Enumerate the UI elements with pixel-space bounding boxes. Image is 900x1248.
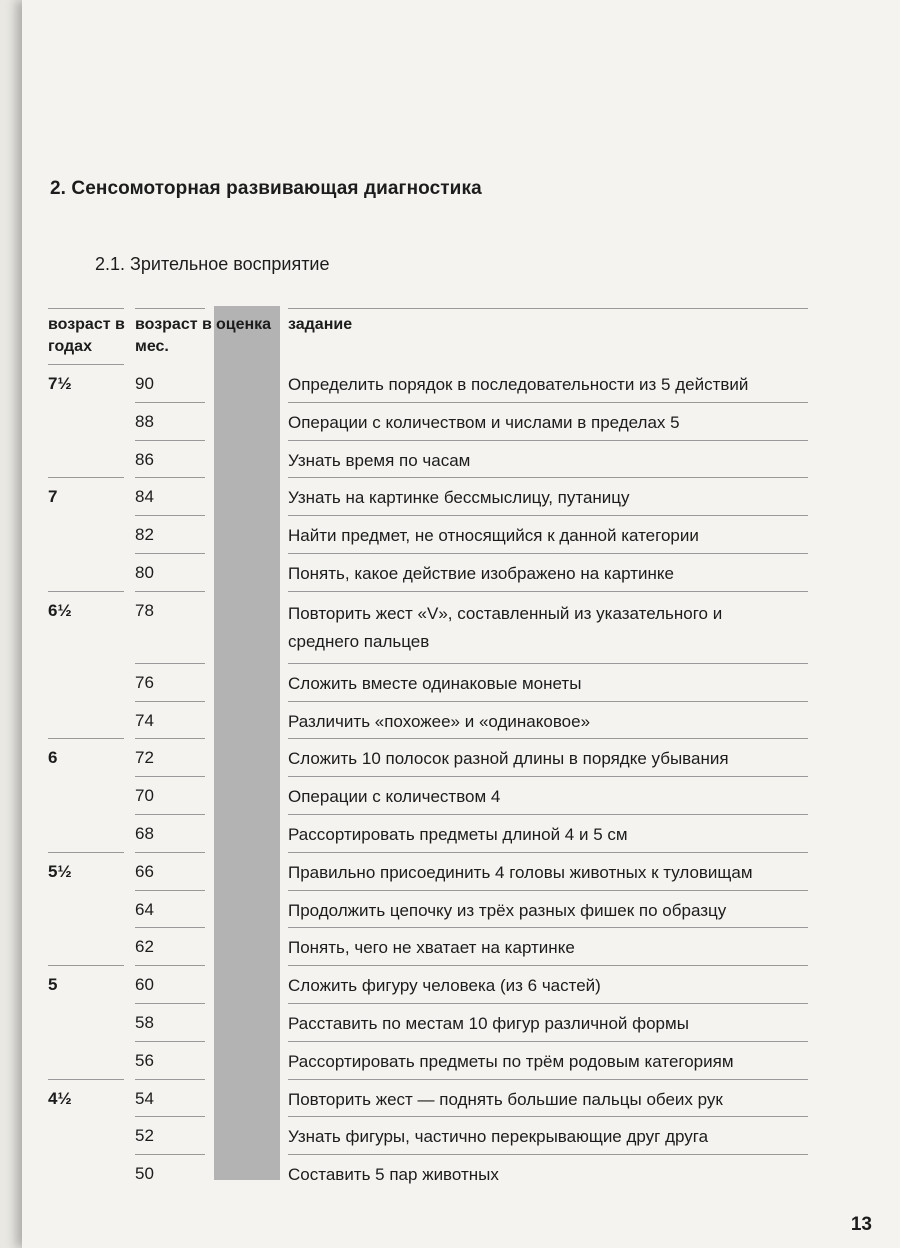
task-divider [288,1079,808,1080]
years-divider [48,591,124,592]
row-task: Операции с количеством и числами в пределах 5 [288,412,680,432]
row-task: Определить порядок в последовательности из 5 действий [288,375,749,394]
months-divider [135,776,205,777]
task-divider [288,440,808,441]
row-task: Узнать время по часам [288,450,471,470]
task-divider [288,591,808,592]
row-years: 6 [48,748,58,768]
months-divider [135,663,205,664]
row-task: Различить «похожее» и «одинаковое» [288,711,591,731]
row-years: 4½ [48,1088,72,1108]
row-task: Сложить 10 полосок разной длины в порядке убывания [288,749,729,769]
row-task: Составить 5 пар животных [288,1165,499,1185]
row-months: 78 [135,600,154,620]
row-months: 74 [135,710,154,730]
task-divider [288,553,808,554]
years-divider [48,1079,124,1080]
header-years: возраст в годах [48,316,125,355]
row-years: 5 [48,975,58,995]
row-months: 82 [135,525,154,545]
task-divider [288,477,808,478]
task-divider [288,1041,808,1042]
row-months: 70 [135,786,154,806]
months-divider [135,927,205,928]
months-divider [135,1003,205,1004]
row-months: 54 [135,1088,154,1108]
row-years: 5½ [48,861,72,881]
months-divider [135,1041,205,1042]
row-task: Сложить фигуру человека (из 6 частей) [288,976,601,996]
months-divider [135,591,205,592]
row-task: Повторить жест «V», составленный из указательного и среднего пальцев [288,603,723,651]
row-task: Сложить вместе одинаковые монеты [288,673,582,693]
row-task: Узнать на картинке бессмыслицу, путаницу [288,488,630,508]
row-months: 56 [135,1050,154,1070]
months-divider [135,890,205,891]
row-months: 84 [135,487,154,507]
row-years: 7½ [48,374,72,393]
row-task: Правильно присоединить 4 головы животных к туловищам [288,862,753,882]
years-divider [48,364,124,365]
row-task: Понять, чего не хватает на картинке [288,938,575,958]
header-months: возраст в мес. [135,316,212,355]
header-score: оценка [216,316,272,333]
row-months: 52 [135,1126,154,1146]
months-divider [135,701,205,702]
row-task: Операции с количеством 4 [288,787,501,807]
bleed-through-text [252,50,256,67]
task-divider [288,1154,808,1155]
row-months: 64 [135,899,154,919]
months-divider [135,553,205,554]
task-divider [288,701,808,702]
task-divider [288,663,808,664]
months-divider [135,477,205,478]
row-task: Узнать фигуры, частично перекрывающие друг друга [288,1127,709,1147]
row-months: 88 [135,411,154,431]
row-task: Рассортировать предметы по трём родовым категориям [288,1051,734,1071]
row-task: Понять, какое действие изображено на картинке [288,564,675,583]
months-divider [135,965,205,966]
header-divider-months [135,308,205,309]
years-divider [48,965,124,966]
months-divider [135,440,205,441]
row-years: 7 [48,487,58,507]
row-years: 6½ [48,600,72,620]
row-months: 80 [135,563,154,582]
header-task: задание [288,316,353,333]
row-task: Повторить жест — поднять большие пальцы обеих рук [288,1089,723,1109]
years-divider [48,477,124,478]
subsection-title: 2.1. Зрительное восприятие [95,254,330,274]
months-divider [135,1079,205,1080]
task-divider [288,776,808,777]
task-divider [288,852,808,853]
row-task: Продолжить цепочку из трёх разных фишек по образцу [288,900,727,920]
months-divider [135,1154,205,1155]
score-column-shading [214,306,280,1180]
task-divider [288,515,808,516]
years-divider [48,852,124,853]
months-divider [135,1116,205,1117]
row-months: 76 [135,672,154,692]
row-months: 66 [135,861,154,881]
row-months: 86 [135,449,154,469]
row-months: 60 [135,975,154,995]
row-task: Найти предмет, не относящийся к данной категории [288,526,699,546]
task-divider [288,1116,808,1117]
task-divider [288,890,808,891]
row-months: 72 [135,748,154,768]
task-divider [288,1003,808,1004]
header-divider-years [48,308,124,309]
years-divider [48,738,124,739]
task-divider [288,927,808,928]
months-divider [135,738,205,739]
page-number: 13 [850,1214,872,1235]
row-months: 62 [135,937,154,957]
row-months: 58 [135,1013,154,1032]
row-months: 68 [135,824,154,843]
months-divider [135,814,205,815]
row-task: Рассортировать предметы длиной 4 и 5 см [288,825,628,844]
task-divider [288,814,808,815]
row-months: 90 [135,374,154,393]
task-divider [288,738,808,739]
section-title: 2. Сенсомоторная развивающая диагностика [50,178,482,199]
task-divider [288,402,808,403]
months-divider [135,402,205,403]
months-divider [135,515,205,516]
task-divider [288,965,808,966]
months-divider [135,852,205,853]
row-months: 50 [135,1164,154,1184]
row-task: Расставить по местам 10 фигур различной формы [288,1014,689,1033]
header-divider-task [288,308,808,309]
